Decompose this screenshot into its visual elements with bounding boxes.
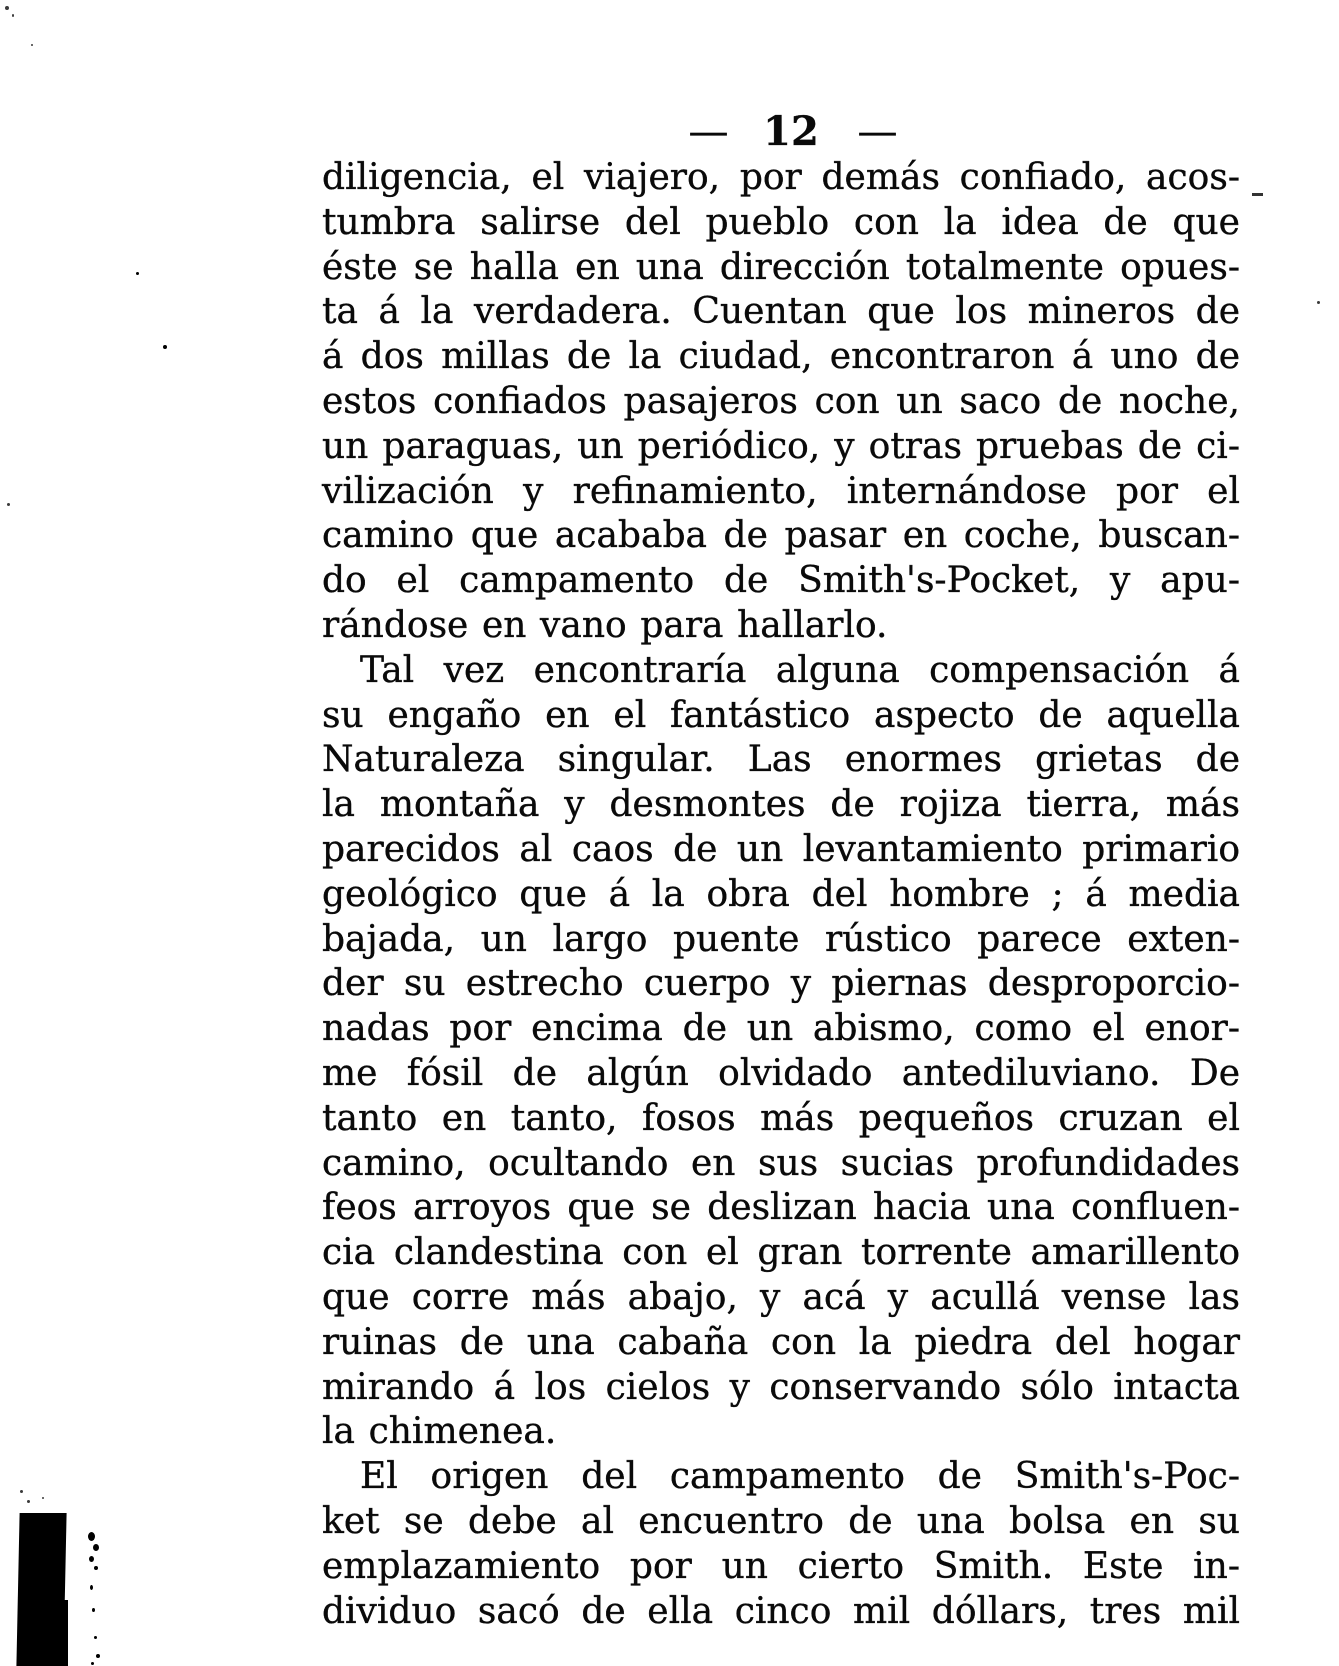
header-dash-left: —	[688, 109, 729, 155]
text-line: nadas por encima de un abismo, como el enor-	[322, 1008, 1240, 1050]
text-line: Tal vez encontraría alguna compensación á	[360, 649, 1240, 691]
scan-speck-dash	[1252, 193, 1263, 196]
text-line: mirando á los cielos y conservando sólo intacta	[322, 1366, 1240, 1408]
scan-speck	[96, 1654, 100, 1658]
text-line: camino que acababa de pasar en coche, buscan-	[322, 515, 1240, 557]
text-line: parecidos al caos de un levantamiento primario	[322, 828, 1240, 870]
scan-speck	[31, 44, 33, 46]
text-line: do el campamento de Smith's-Pocket, y apu-	[322, 560, 1240, 602]
scan-speck	[91, 1662, 94, 1665]
scan-artifact-binding-mark-foot	[60, 1600, 68, 1666]
text-line: un paraguas, un periódico, y otras pruebas de ci-	[322, 425, 1240, 467]
text-line: me fósil de algún olvidado antediluviano. De	[322, 1052, 1240, 1094]
text-line: bajada, un largo puente rústico parece exten-	[322, 918, 1240, 960]
scan-speck	[90, 1585, 93, 1590]
text-line: ruinas de una cabaña con la piedra del hogar	[322, 1321, 1240, 1363]
text-line: El origen del campamento de Smith's-Poc-	[360, 1456, 1240, 1498]
text-line: la montaña y desmontes de rojiza tierra, más	[322, 784, 1240, 826]
header-dash-right: —	[857, 109, 898, 155]
scan-speck	[94, 1636, 97, 1639]
text-line: vilización y refinamiento, internándose por el	[322, 470, 1240, 512]
text-line: geológico que á la obra del hombre ; á media	[322, 873, 1240, 915]
scan-speck	[27, 1500, 30, 1503]
text-line: ta á la verdadera. Cuentan que los mineros de	[322, 291, 1240, 333]
scan-speck	[163, 345, 167, 349]
scan-speck	[92, 1608, 95, 1612]
scan-speck	[5, 6, 9, 10]
text-line: cia clandestina con el gran torrente amarillento	[322, 1232, 1240, 1274]
text-line: estos confiados pasajeros con un saco de noche,	[322, 380, 1240, 422]
text-line: que corre más abajo, y acá y acullá vense las	[322, 1276, 1240, 1318]
text-line: feos arroyos que se deslizan hacia una confluen-	[322, 1187, 1240, 1229]
text-line: emplazamiento por un cierto Smith. Este in-	[322, 1545, 1240, 1587]
scan-speck	[12, 14, 14, 17]
scan-speck	[1317, 301, 1320, 304]
text-line: Naturaleza singular. Las enormes grietas de	[322, 739, 1240, 781]
scan-speck	[93, 1544, 99, 1551]
text-line: éste se halla en una dirección totalmente opues-	[322, 246, 1240, 288]
scan-speck	[89, 1556, 94, 1562]
scan-speck	[94, 1566, 98, 1570]
text-line: tanto en tanto, fosos más pequeños cruzan el	[322, 1097, 1240, 1139]
text-line: su engaño en el fantástico aspecto de aquella	[322, 694, 1240, 736]
text-line: camino, ocultando en sus sucias profundidades	[322, 1142, 1240, 1184]
text-line: la chimenea.	[322, 1411, 557, 1453]
text-line: ket se debe al encuentro de una bolsa en su	[322, 1500, 1240, 1542]
text-line: diligencia, el viajero, por demás confiado, acos-	[322, 157, 1240, 198]
scan-speck	[88, 1532, 95, 1541]
scan-speck	[136, 272, 139, 275]
text-line: tumbra salirse del pueblo con la idea de que	[322, 201, 1240, 243]
text-line: der su estrecho cuerpo y piernas desproporcio-	[322, 963, 1240, 1005]
scan-speck	[7, 503, 10, 506]
text-line: dividuo sacó de ella cinco mil dóllars, tres mil	[322, 1590, 1240, 1632]
page-header	[334, 108, 1252, 155]
text-line: á dos millas de la ciudad, encontraron á uno de	[322, 336, 1240, 378]
scan-speck	[42, 1497, 44, 1499]
text-line: rándose en vano para hallarlo.	[322, 604, 888, 646]
page-number: 12	[763, 108, 819, 155]
page-text	[322, 156, 1240, 1634]
scan-speck	[20, 1490, 23, 1493]
